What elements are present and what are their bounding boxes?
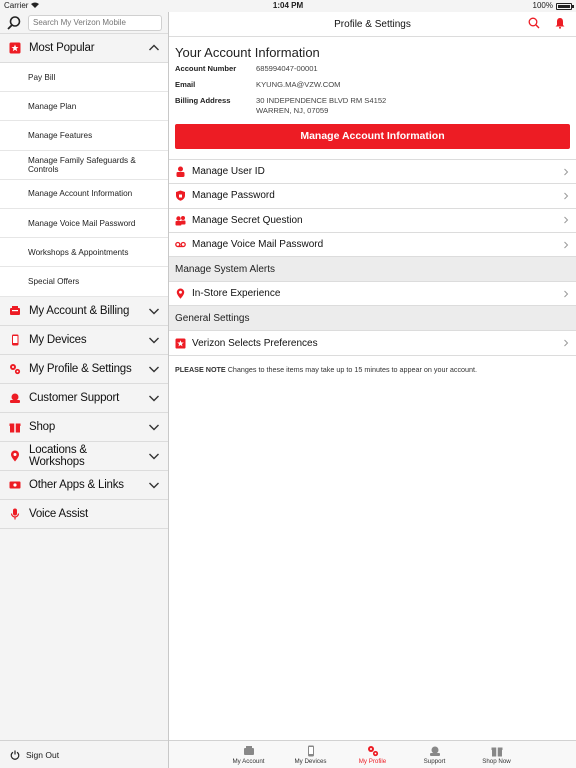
sidebar-section-voice-assist[interactable] [0,500,168,529]
chevron-right-icon [562,168,570,176]
tab-label: Support [423,757,446,765]
chevron-right-icon [562,192,570,200]
location-pin-icon [8,449,21,462]
top-bar [169,12,576,37]
sidebar-section-shop[interactable] [0,413,168,442]
row-manage-secret-question[interactable] [169,209,576,233]
page-title: Profile & Settings [334,18,411,30]
sidebar-section-account-billing[interactable] [0,297,168,326]
sidebar-item-manage-plan[interactable]: Manage Plan [0,92,168,121]
phone-icon [305,745,317,757]
row-manage-voicemail-password[interactable] [169,233,576,257]
account-info-section [169,37,576,116]
bottom-tab-bar [169,740,576,768]
chevron-right-icon [562,339,570,347]
gears-icon [367,745,379,757]
sidebar-section-most-popular[interactable] [0,34,168,63]
row-label: In-Store Experience [192,288,281,300]
battery-indicator: 100% [533,0,572,12]
sidebar-item-manage-account-info[interactable]: Manage Account Information [0,180,168,209]
clock: 1:04 PM [272,1,304,10]
chevron-down-icon [148,392,160,404]
sidebar-section-label: Other Apps & Links [29,478,124,491]
general-settings-heading: General Settings [169,306,576,331]
sidebar-section-label: Most Popular [29,42,95,54]
chevron-right-icon [562,290,570,298]
chevron-down-icon [148,305,160,317]
user-id-icon [175,166,186,177]
people-question-icon [175,215,186,226]
tab-shop-now[interactable] [466,741,528,768]
sidebar-section-customer-support[interactable] [0,384,168,413]
search-icon[interactable] [528,17,540,29]
row-label: Manage Secret Question [192,214,303,226]
search-icon[interactable] [6,15,22,31]
sidebar-section-label: My Devices [29,333,87,346]
chevron-up-icon [148,42,160,54]
support-icon [8,391,21,404]
settings-list [169,159,576,356]
tab-label: My Profile [358,757,387,765]
search-input[interactable] [28,15,162,31]
main-panel [169,12,576,768]
carrier-label: Carrier [4,0,39,12]
email-label: Email [175,80,196,89]
tab-label: My Devices [294,757,327,765]
sidebar-section-locations[interactable] [0,442,168,471]
tab-support[interactable] [404,741,466,768]
sidebar-menu [0,34,168,529]
sign-out-button[interactable] [0,740,168,768]
tab-label: Shop Now [482,757,511,765]
search-bar [0,12,168,34]
billing-address-label: Billing Address [175,96,231,105]
tab-label: My Account [232,757,265,765]
row-in-store-experience[interactable] [169,282,576,306]
gift-icon [491,745,503,757]
row-label: Manage User ID [192,166,265,178]
gears-icon [8,362,21,375]
account-number-value: 685994047-00001 [256,64,318,73]
row-label: Manage Password [192,190,275,202]
billing-address-row [175,96,570,116]
note-label: PLEASE NOTE [175,364,226,374]
billing-address-line1: 30 INDEPENDENCE BLVD RM S4152 [256,96,387,105]
account-number-row [175,64,570,74]
sidebar-section-label: Locations & Workshops [29,443,87,468]
chevron-down-icon [148,334,160,346]
sidebar-item-family-safeguards[interactable]: Manage Family Safeguards & Controls [0,151,168,180]
row-manage-password[interactable] [169,184,576,208]
shield-lock-icon [175,190,186,201]
sidebar-section-label: My Account & Billing [29,304,130,317]
billing-icon [8,304,21,317]
gift-icon [8,420,21,433]
sidebar-section-devices[interactable] [0,326,168,355]
email-value: KYUNG.MA@VZW.COM [256,80,341,89]
email-row [175,80,570,90]
sidebar-item-workshops[interactable]: Workshops & Appointments [0,238,168,267]
sidebar-item-pay-bill[interactable]: Pay Bill [0,63,168,92]
chevron-down-icon [148,421,160,433]
most-popular-list [0,63,168,297]
row-label: Manage Voice Mail Password [192,239,324,251]
sidebar-section-other-apps[interactable] [0,471,168,500]
note-text: Changes to these items may take up to 15 minutes to appear on your account. [225,364,478,374]
system-alerts-heading: Manage System Alerts [169,257,576,282]
star-badge-icon [175,338,186,349]
sidebar [0,12,169,768]
billing-icon [243,745,255,757]
apps-icon [8,478,21,491]
notification-bell-icon[interactable] [554,17,566,29]
account-info-heading: Your Account Information [175,45,320,60]
battery-icon [556,3,572,10]
chevron-down-icon [148,363,160,375]
tab-my-account[interactable] [218,741,280,768]
phone-icon [8,333,21,346]
manage-account-info-button[interactable]: Manage Account Information [175,124,570,149]
please-note [169,356,576,383]
chevron-right-icon [562,241,570,249]
support-icon [429,745,441,757]
account-number-label: Account Number [175,64,237,73]
sign-out-label: Sign Out [26,749,60,760]
row-manage-user-id[interactable] [169,160,576,184]
row-label: Verizon Selects Preferences [192,337,318,349]
sidebar-section-profile-settings[interactable] [0,355,168,384]
sidebar-item-manage-features[interactable]: Manage Features [0,121,168,150]
sidebar-section-label: Voice Assist [29,507,88,520]
chevron-right-icon [562,216,570,224]
sidebar-section-label: Shop [29,420,56,433]
tab-my-profile[interactable] [342,741,404,768]
row-verizon-selects[interactable] [169,331,576,355]
star-badge-icon [8,42,21,55]
location-pin-icon [175,288,186,299]
sidebar-section-label: Customer Support [29,391,120,404]
status-bar [0,0,576,12]
tab-my-devices[interactable] [280,741,342,768]
billing-address-value [256,96,386,116]
sidebar-item-voicemail-password[interactable]: Manage Voice Mail Password [0,209,168,238]
chevron-down-icon [148,479,160,491]
chevron-down-icon [148,450,160,462]
power-icon [10,750,20,760]
billing-address-line2: WARREN, NJ, 07059 [256,106,329,115]
voicemail-icon [175,239,186,250]
sidebar-item-special-offers[interactable]: Special Offers [0,267,168,296]
microphone-icon [8,507,21,520]
sidebar-section-label: My Profile & Settings [29,362,132,375]
